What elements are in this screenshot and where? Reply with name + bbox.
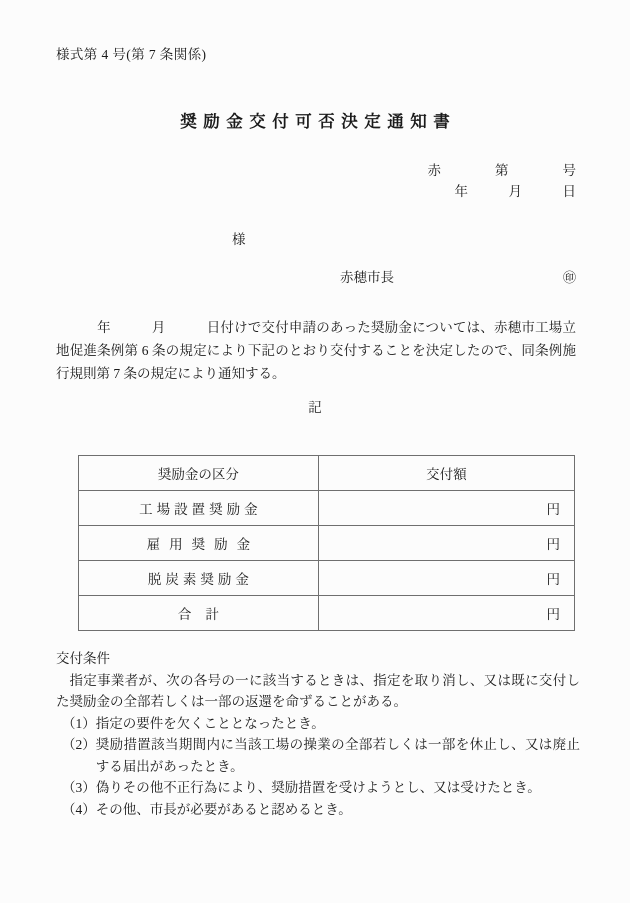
table-row-total bbox=[79, 596, 575, 631]
list-item-text: 奨励措置該当期間内に当該工場の操業の全部若しくは一部を休止し、又は廃止する届出があったとき。 bbox=[95, 737, 580, 774]
list-item bbox=[56, 713, 580, 735]
conditions-list bbox=[56, 713, 580, 821]
table-row bbox=[79, 491, 575, 526]
column-header-kind: 奨励金の区分 bbox=[79, 456, 319, 491]
document-number-line: 赤 第 号 bbox=[427, 163, 576, 178]
ki-marker: 記 bbox=[308, 400, 322, 415]
addressee-line: 様 bbox=[232, 232, 246, 247]
list-item-text: 偽りその他不正行為により、奨励措置を受けようとし、又は受けたとき。 bbox=[95, 780, 541, 795]
issuer-name: 赤穂市長 bbox=[340, 270, 394, 285]
conditions-section bbox=[56, 648, 580, 820]
table-row bbox=[79, 561, 575, 596]
document-date-line: 年 月 日 bbox=[454, 184, 576, 199]
list-item-marker: （1） bbox=[62, 715, 96, 731]
list-item-marker: （3） bbox=[62, 780, 96, 795]
incentive-amount-table bbox=[78, 455, 575, 631]
cell-kind-total: 合計 bbox=[79, 596, 319, 631]
table-row bbox=[79, 526, 575, 561]
body-paragraph-text: 日付けで交付申請のあった奨励金については、赤穂市工場立地促進条例第 6 条の規定により下記のとおり交付することを決定したので、同条例施行規則第 7 条の規定により通知する。 bbox=[56, 320, 576, 381]
seal-icon: ㊞ bbox=[562, 270, 576, 285]
table-header-row bbox=[79, 456, 575, 491]
cell-kind: 工場設置奨励金 bbox=[79, 491, 319, 526]
cell-amount-total[interactable]: 円 bbox=[318, 596, 574, 631]
list-item bbox=[56, 734, 580, 777]
cell-amount[interactable]: 円 bbox=[318, 491, 574, 526]
list-item bbox=[56, 799, 580, 821]
conditions-intro: 指定事業者が、次の各号の一に該当するときは、指定を取り消し、又は既に交付した奨励金の全部若しくは一部の返還を命ずることがある。 bbox=[56, 672, 580, 709]
page-title: 奨励金交付可否決定通知書 bbox=[180, 112, 457, 131]
cell-kind: 脱炭素奨励金 bbox=[79, 561, 319, 596]
cell-kind: 雇用奨励金 bbox=[79, 526, 319, 561]
conditions-heading: 交付条件 bbox=[56, 651, 110, 666]
body-date-blanks: 年 月 bbox=[56, 320, 207, 335]
list-item-marker: （4） bbox=[62, 801, 96, 817]
document-meta-block bbox=[0, 160, 630, 202]
cell-amount[interactable]: 円 bbox=[318, 526, 574, 561]
cell-amount[interactable]: 円 bbox=[318, 561, 574, 596]
column-header-amount: 交付額 bbox=[318, 456, 574, 491]
list-item-text: その他、市長が必要があると認めるとき。 bbox=[95, 801, 352, 817]
list-item-text: 指定の要件を欠くこととなったとき。 bbox=[95, 715, 325, 731]
body-paragraph bbox=[56, 316, 576, 385]
table-body bbox=[79, 491, 575, 631]
form-number: 様式第 4 号(第 7 条関係) bbox=[56, 47, 207, 62]
list-item bbox=[56, 777, 580, 799]
list-item-marker: （2） bbox=[62, 737, 96, 752]
issuer-line bbox=[340, 268, 576, 288]
